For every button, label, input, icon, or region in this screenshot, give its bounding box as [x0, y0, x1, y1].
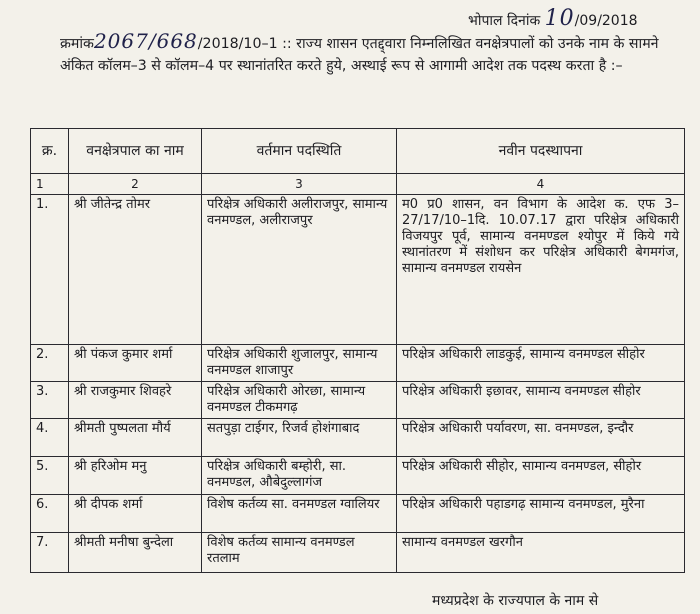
row-serial: 2. — [31, 345, 69, 382]
column-number: 4 — [397, 174, 685, 195]
row-current: विशेष कर्तव्य सामान्य वनमण्डल रतलाम — [202, 533, 397, 573]
header-name: वनक्षेत्रपाल का नाम — [69, 129, 202, 174]
header-new-posting: नवीन पदस्थापना — [397, 129, 685, 174]
date-label: भोपाल दिनांक — [468, 13, 541, 29]
order-number-handwritten: 2067/668 — [93, 29, 198, 53]
row-current: परिक्षेत्र अधिकारी शुजालपुर, सामान्य वनमण्डल शाजापुर — [202, 345, 397, 382]
table-row — [31, 457, 685, 495]
table-row — [31, 419, 685, 457]
transfer-table — [30, 128, 685, 573]
row-name: श्रीमती पुष्पलता मौर्य — [69, 419, 202, 457]
row-new: परिक्षेत्र अधिकारी इछावर, सामान्य वनमण्डल सीहोर — [397, 382, 685, 419]
date-month-year: /09/2018 — [574, 13, 638, 29]
column-number: 2 — [69, 174, 202, 195]
table-row — [31, 382, 685, 419]
row-new: परिक्षेत्र अधिकारी लाडकुई, सामान्य वनमण्डल सीहोर — [397, 345, 685, 382]
row-name: श्री राजकुमार शिवहरे — [69, 382, 202, 419]
row-serial: 7. — [31, 533, 69, 573]
date-day-handwritten: 10 — [544, 6, 575, 31]
table-row — [31, 195, 685, 345]
row-current: परिक्षेत्र अधिकारी ओरछा, सामान्य वनमण्डल टीकमगढ़ — [202, 382, 397, 419]
row-new: परिक्षेत्र अधिकारी सीहोर, सामान्य वनमण्डल, सीहोर — [397, 457, 685, 495]
order-body-text: /2018/10–1 :: राज्य शासन एतद्द्वारा निम्नलिखित वनक्षेत्रपालों को उनके नाम के सामने अंकित कॉलम–3 से कॉलम–4 पर स्थानांतरित करते हुये, अस्थाई रूप से आगामी आदेश तक पदस्थ करता है :– — [60, 36, 659, 74]
row-current: परिक्षेत्र अधिकारी बम्होरी, सा. वनमण्डल, औबेदुल्लागंज — [202, 457, 397, 495]
row-new: म0 प्र0 शासन, वन विभाग के आदेश क. एफ 3–27/17/10–1दि. 10.07.17 द्वारा परिक्षेत्र अधिकारी विजयपुर पूर्व, सामान्य वनमण्डल श्योपुर में किये गये स्थानांतरण में संशोधन कर परिक्षेत्र अधिकारी बेगमगंज, सामान्य वनमण्डल रायसेन — [397, 195, 685, 345]
row-name: श्रीमती मनीषा बुन्देला — [69, 533, 202, 573]
row-current: विशेष कर्तव्य सा. वनमण्डल ग्वालियर — [202, 495, 397, 533]
column-number-row — [31, 174, 685, 195]
row-serial: 5. — [31, 457, 69, 495]
order-number-prefix: क्रमांक — [60, 36, 94, 52]
row-serial: 6. — [31, 495, 69, 533]
table-row — [31, 345, 685, 382]
footer-authority-line: मध्यप्रदेश के राज्यपाल के नाम से — [432, 593, 599, 609]
row-name: श्री दीपक शर्मा — [69, 495, 202, 533]
row-serial: 1. — [31, 195, 69, 345]
table-row — [31, 533, 685, 573]
column-number: 1 — [31, 174, 69, 195]
order-paragraph — [60, 30, 675, 77]
table-header-row — [31, 129, 685, 174]
row-new: परिक्षेत्र अधिकारी पर्यावरण, सा. वनमण्डल, इन्दौर — [397, 419, 685, 457]
header-serial: क्र. — [31, 129, 69, 174]
row-name: श्री जीतेन्द्र तोमर — [69, 195, 202, 345]
header-current-posting: वर्तमान पदस्थिति — [202, 129, 397, 174]
table-row — [31, 495, 685, 533]
row-name: श्री पंकज कुमार शर्मा — [69, 345, 202, 382]
row-new: परिक्षेत्र अधिकारी पहाडगढ़ सामान्य वनमण्डल, मुरैना — [397, 495, 685, 533]
row-new: सामान्य वनमण्डल खरगौन — [397, 533, 685, 573]
order-date — [468, 6, 638, 31]
row-serial: 3. — [31, 382, 69, 419]
row-serial: 4. — [31, 419, 69, 457]
row-current: सतपुड़ा टाईगर, रिजर्व होशंगाबाद — [202, 419, 397, 457]
column-number: 3 — [202, 174, 397, 195]
row-name: श्री हरिओम मनु — [69, 457, 202, 495]
row-current: परिक्षेत्र अधिकारी अलीराजपुर, सामान्य वनमण्डल, अलीराजपुर — [202, 195, 397, 345]
